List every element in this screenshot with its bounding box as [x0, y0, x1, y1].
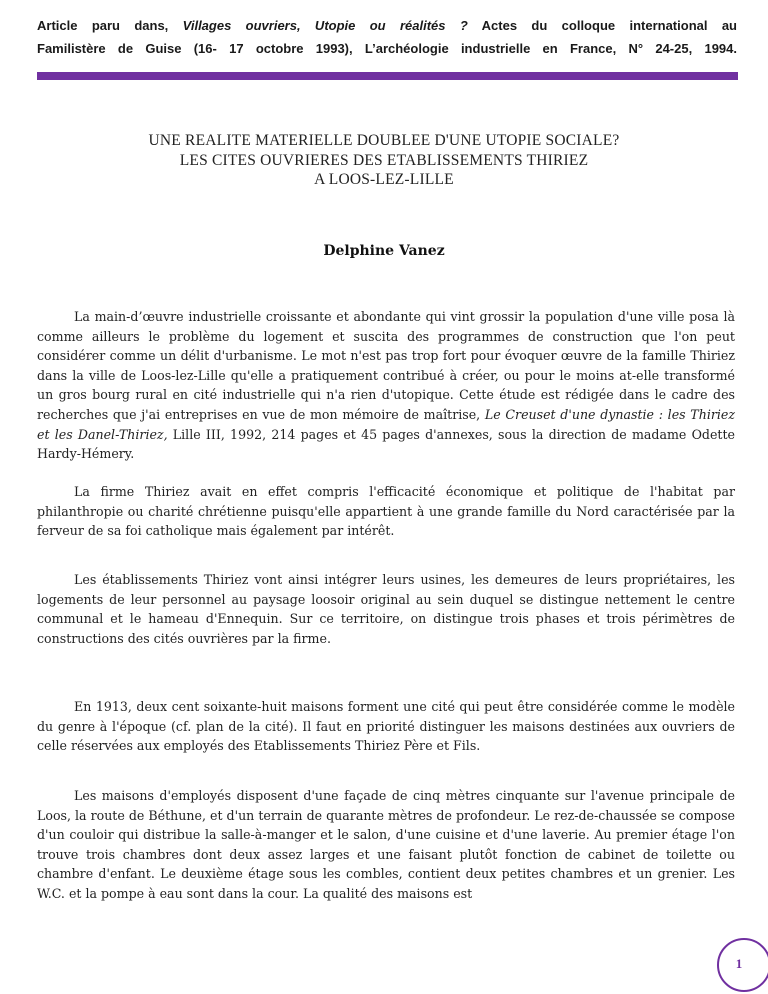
paragraph-4 — [37, 697, 735, 756]
paragraph-text: La firme Thiriez avait en effet compris l'efficacité économique et politique de l'habitat par philanthropie ou charité chrétienne puisqu'elle appartient à une grande famille du Nord caractérisée par la ferveur de sa foi catholique mais également par intérêt. — [37, 484, 735, 539]
paragraph-text: Les établissements Thiriez vont ainsi intégrer leurs usines, les demeures de leurs propriétaires, les logements de leur personnel au paysage loosoir original au sein duquel se distingue nettement le centre communal et le hameau d'Ennequin. Sur ce territoire, on distingue trois phases et trois périmètres de constructions des cités ouvrières par la firme. — [37, 572, 735, 646]
paragraph-3 — [37, 570, 735, 648]
paragraph-2 — [37, 482, 735, 541]
paragraph-text: Les maisons d'employés disposent d'une façade de cinq mètres cinquante sur l'avenue principale de Loos, la route de Béthune, et d'un terrain de quarante mètres de profondeur. Le rez-de-chaussée se compose d'un couloir qui distribue la salle-à-manger et le salon, d'une cuisine et d'une laverie. Au premier étage l'on trouve trois chambres dont deux assez larges et une faisant plutôt fonction de cabinet de toilette ou chambre d'enfant. Le deuxième étage sous les combles, contient deux petites chambres et un grenier. Les W.C. et la pompe à eau sont dans la cour. La qualité des maisons est — [37, 788, 735, 901]
page-number: 1 — [735, 956, 743, 971]
paragraph-1 — [37, 307, 735, 464]
thesis-title: Le Creuset d'une dynastie : les Thiriez et les Danel-Thiriez, — [37, 406, 735, 442]
paragraph-text: La main-d’œuvre industrielle croissante et abondante qui vint grossir la population d'une ville posa là comme ailleurs le problème du logement et suscita des programmes de construction que l'on peut considérer comme un délit d'urbanisme. Le mot n'est pas trop fort pour évoquer œuvre de la famille Thiriez dans la ville de Loos-lez-Lille qu'elle a pratiquement contribué à créer, ou pour le moins at-elle transformé un gros bourg rural en cité industrielle qui n'a rien d'utopique. Cette étude est rédigée dans le cadre des recherches que j'ai entreprises en vue de mon mémoire de maîtrise, — [37, 309, 735, 422]
article-title — [0, 131, 768, 190]
author-name: Delphine Vanez — [323, 243, 445, 259]
citation-line-1 — [37, 14, 737, 37]
citation-prefix: Article paru dans, — [37, 18, 183, 33]
title-line-3: A LOOS-LEZ-LILLE — [314, 171, 454, 188]
citation-header — [37, 14, 737, 60]
title-line-1: UNE REALITE MATERIELLE DOUBLEE D'UNE UTOPIE SOCIALE? — [148, 132, 620, 149]
header-divider-bar — [37, 72, 738, 80]
citation-book-title: Villages ouvriers, Utopie ou réalités ? — [182, 18, 468, 33]
paragraph-5 — [37, 786, 735, 904]
title-line-2: LES CITES OUVRIERES DES ETABLISSEMENTS THIRIEZ — [179, 151, 589, 169]
citation-line-2: Familistère de Guise (16- 17 octobre 1993), L’archéologie industrielle en France, N° 24-25, 1994. — [37, 41, 737, 56]
citation-suffix: Actes du colloque international au — [467, 18, 737, 33]
paragraph-text: Lille III, 1992, 214 pages et 45 pages d'annexes, sous la direction de madame Odette Hardy-Hémery. — [37, 426, 735, 462]
paragraph-text: En 1913, deux cent soixante-huit maisons forment une cité qui peut être considérée comme le modèle du genre à l'époque (cf. plan de la cité). Il faut en priorité distinguer les maisons destinées aux ouvriers de celle réservées aux employés des Etablissements Thiriez Père et Fils. — [37, 699, 735, 754]
